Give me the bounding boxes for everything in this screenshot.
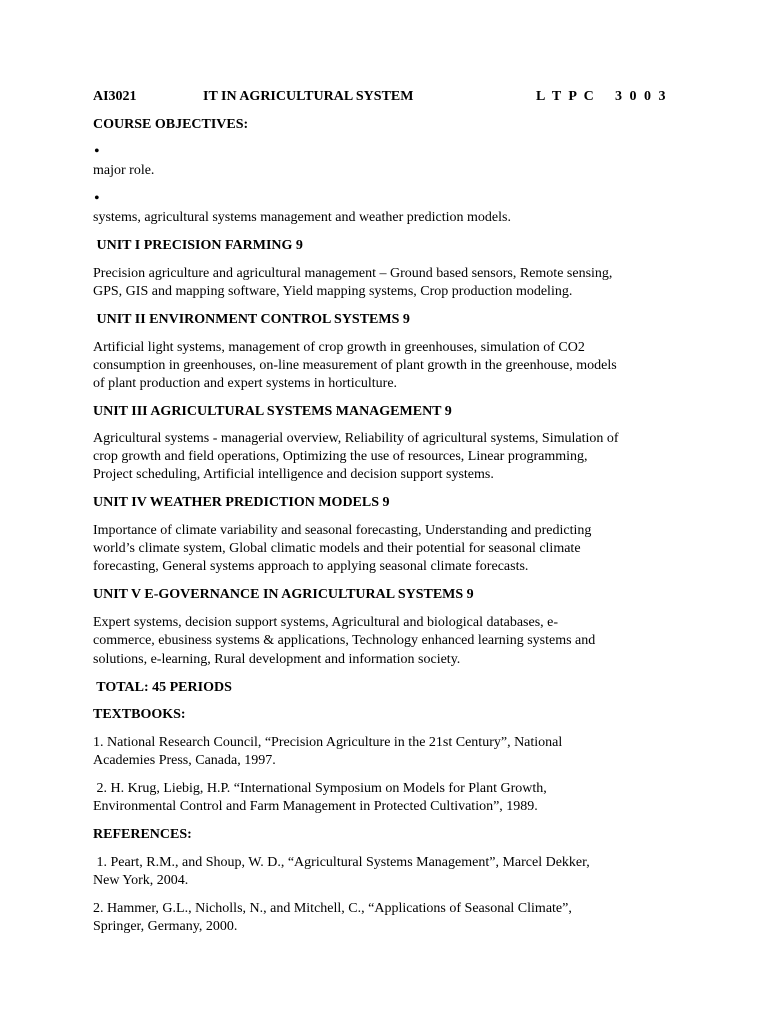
objective-item-2: systems, agricultural systems management and weather prediction models.: [93, 210, 511, 225]
unit-5-line: Expert systems, decision support systems, Agricultural and biological databases, e-: [93, 615, 559, 630]
unit-5-line: solutions, e-learning, Rural development and information society.: [93, 652, 461, 667]
textbooks-heading: TEXTBOOKS:: [93, 707, 186, 722]
reference-item-1: New York, 2004.: [93, 873, 189, 888]
objectives-heading: COURSE OBJECTIVES:: [93, 117, 249, 132]
textbook-item-1: Academies Press, Canada, 1997.: [93, 753, 276, 768]
unit-5-line: commerce, ebusiness systems & applications, Technology enhanced learning systems and: [93, 633, 596, 648]
ltpc-values: 3 0 0 3: [615, 89, 668, 104]
unit-1-line: Precision agriculture and agricultural management – Ground based sensors, Remote sensing,: [93, 266, 613, 281]
unit-4-heading: UNIT IV WEATHER PREDICTION MODELS 9: [93, 495, 390, 510]
reference-item-2: Springer, Germany, 2000.: [93, 919, 238, 934]
total-periods: TOTAL: 45 PERIODS: [93, 680, 232, 695]
course-title: IT IN AGRICULTURAL SYSTEM: [203, 89, 414, 104]
textbook-item-2: 2. H. Krug, Liebig, H.P. “International Symposium on Models for Plant Growth,: [93, 781, 547, 796]
textbook-item-2: Environmental Control and Farm Management in Protected Cultivation”, 1989.: [93, 799, 538, 814]
unit-1-heading: UNIT I PRECISION FARMING 9: [93, 238, 303, 253]
ltpc-label: L T P C: [536, 89, 596, 104]
reference-item-1: 1. Peart, R.M., and Shoup, W. D., “Agricultural Systems Management”, Marcel Dekker,: [93, 855, 590, 870]
course-code: AI3021: [93, 89, 137, 104]
objective-item-1: major role.: [93, 163, 155, 178]
textbook-item-1: 1. National Research Council, “Precision Agriculture in the 21st Century”, National: [93, 735, 563, 750]
unit-2-line: of plant production and expert systems in horticulture.: [93, 376, 398, 391]
unit-3-heading: UNIT III AGRICULTURAL SYSTEMS MANAGEMENT 9: [93, 404, 452, 419]
unit-3-line: Agricultural systems - managerial overview, Reliability of agricultural systems, Simulation of: [93, 431, 619, 446]
unit-2-heading: UNIT II ENVIRONMENT CONTROL SYSTEMS 9: [93, 312, 410, 327]
bullet-icon: •: [94, 143, 100, 160]
unit-3-line: Project scheduling, Artificial intelligence and decision support systems.: [93, 467, 494, 482]
unit-3-line: crop growth and field operations, Optimizing the use of resources, Linear programming,: [93, 449, 588, 464]
unit-2-line: Artificial light systems, management of crop growth in greenhouses, simulation of CO2: [93, 340, 585, 355]
reference-item-2: 2. Hammer, G.L., Nicholls, N., and Mitchell, C., “Applications of Seasonal Climate”,: [93, 901, 572, 916]
unit-4-line: Importance of climate variability and seasonal forecasting, Understanding and predicting: [93, 523, 592, 538]
unit-4-line: forecasting, General systems approach to applying seasonal climate forecasts.: [93, 559, 529, 574]
unit-2-line: consumption in greenhouses, on-line measurement of plant growth in the greenhouse, models: [93, 358, 617, 373]
bullet-icon: •: [94, 190, 100, 207]
references-heading: REFERENCES:: [93, 827, 192, 842]
unit-5-heading: UNIT V E-GOVERNANCE IN AGRICULTURAL SYSTEMS 9: [93, 587, 474, 602]
unit-4-line: world’s climate system, Global climatic models and their potential for seasonal climate: [93, 541, 581, 556]
unit-1-line: GPS, GIS and mapping software, Yield mapping systems, Crop production modeling.: [93, 284, 573, 299]
